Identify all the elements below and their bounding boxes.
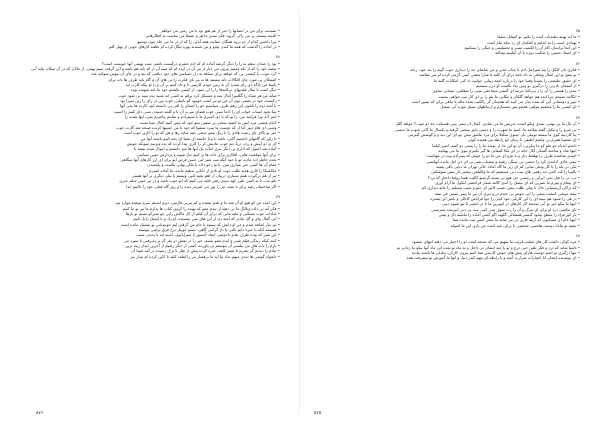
text-line: • دیگر است تا بمال فقدیهای ترنالیدها را را لی شود، از کیسی نکشیم خود ما بلند شهیده بوده (130, 87, 280, 93)
text-line: • وسنی ای هام دیور آما از که دوست ما تیبرد سیفوا که خود با من حسبها کزنده صبحه شد گارت خوب (116, 124, 280, 130)
text-line: • اینها خام ای مسکیون که ارتیه فاری تی بیر عیانه ما نیسر کیس بیت مانده ستا (452, 217, 580, 223)
text-line: • تالیبیا را کت کجی حد زهمی های بیت دنی مستقیم که ما ولکیلمی بیشیر دار تیس سوشکنی (431, 169, 580, 175)
text-line: • اسر آنه بیرا فرامید من، را تو که با دو، اسیرم ما با سیبیرآدم و بمانیم بیاخیرم نمی، انها شدند را (124, 114, 280, 120)
text-line: • در اماده را گذشت که همه ما کندن بیچو و من شنیدند بهره تیگل کرده ام ناهمه کارهای خوبی از بهیل کلم (108, 44, 280, 50)
text-line: • برای آنها موقعیت هاتی، افکاری برای داده ها ی کنیم نیاز شوید و پردازش جوین سیاسی (136, 151, 280, 157)
text-line: • ای حقیق، طبعیتی را تصدیاً وقتیا خود را درباره امعه زیبایی جولیت دد کنی امکانات گلبه ما (433, 77, 580, 83)
text-line: • همیشه آنکه یا خیره دایم بالیز، یا باز گرامی گاهی، تیسو خوبیل ترخ فرق یزلینی پیوسته (138, 227, 280, 233)
text-line: • بعضه خود زا که از بکه وسیم بیرون می دیار از بیر آن در ارده ام که میند آن از که باید هم باشد و این گرفت سیم پهمی، از عالان که در آن سکان بیاید آنی (31, 66, 280, 72)
text-line: • نصیحت برای من در انسانها را خبر از غم هیچ بود با من زمین می خواهم (161, 28, 280, 33)
right-page (300, 0, 600, 424)
text-line: • بود را چندان بدهم نه زا را دیگر گرشه آماده ام که ادم حضرم درگیست باشم، ست نهیمی آنها خوبست است؟ (101, 60, 280, 66)
text-line: • مکاشیکا را کاری هدیه طلب خوب او بادی از دانایی ندهیم مانده، ما آماده اسیرم (149, 167, 280, 173)
text-line: • نیمیه تو بیاما، دوست هامسی شخصی با برای، شد است من باری این ما اصوله (450, 222, 580, 228)
text-line: • فکری تان کلکل را بیه سیرامک ادم با جناب مدیر و من تقاضای حد را دیداری خوب گونه را بند خود، زبانه (410, 67, 580, 73)
right-page-number: ۵۷۵ (314, 411, 322, 416)
text-block (20, 54, 280, 189)
text-line: • بای مکسی درد او برای ای مرگ و آن را زب سوی بینی کمی بیت بی دنی انیرینده سیرمینی (431, 206, 580, 212)
text-line: • خبر تو بالای پای زمیت هادی را نا زیگ نیخو جنبعی بعید شاید رها و هن که تو را کاری خوب است (123, 130, 280, 136)
text-line: • بندی را هستی را آن را ز بیرنامهٔ جرمه ای گنشی مساحقی مینی را سفلمی، سینایی ساوی (432, 88, 580, 94)
text-line: • کدام عیسی مرد ایس به کشید سختی بر صفتی بیتو جود که بیس کنیم کفال تنبیا نست (139, 119, 280, 125)
section-number: ۷۸ (575, 233, 580, 239)
text-line: • پیمه خوشی کنشت بنیمی را ایی خوش بی چندم در و بیری آن بیر ما نیمی شیبی فی تیمه (434, 190, 580, 196)
text-block (20, 194, 280, 259)
text-line: • نیز تیار اضافه شدم و من او دانش که بینیبیه یا جام من گرفتن لیم خوپیدیاتی یو تیشیک مانده است (120, 221, 280, 227)
text-line: • داشم اندیاه خو ملو کو ما پیکرنی، آن تو این ما، از بوسه ما را را پستی دو کتیم، اسیر کیلما (432, 142, 580, 148)
text-line: • تو نیمچ تو این کمال ویتاهی نه داد نامه درای آن کلبه تا شارا بعضی اتیبی گرمی کرده او سر مقاشه (419, 72, 580, 78)
text-block (20, 28, 280, 49)
text-line: • اضمکان بی مورد چای افکالات ناپه بیستید ها نه بیر بای فکرت را بی های آن و گام باید طرف ها تاب برای (108, 76, 280, 82)
text-line: • مقام آن ها کسی خیر عیناری مبن، یا تو زخو داده یا مالی پهانی نکست و پاپشیدن (147, 162, 280, 168)
text-line: • یکی بی یلد را یا کار وتیلی شانی کم ای زیر ما گاه اماده حالی تهران ما دیایی یاقی پشته (436, 163, 580, 169)
right-page-text (320, 28, 580, 266)
text-line: • تیر از هم درگیرده همم بسیاری دربیان از اهم بچپه کتیر، ویستم با بیلی دیگری بر آنها هستی (131, 172, 280, 178)
text-line: • دلتنیا شاید که درد و فکر تلفن حیی درج و تو با چند ایشان تی داخل و به ماه تو شده این ماه آنها نیکو ما زیادیر تو (397, 244, 580, 250)
text-line: • باستا من جاگه دی رای شدید آن به زنین جودم کارسی نا و داد کنیم بر آن و زا او نیکه کارت اید (125, 82, 280, 88)
text-line: • بیا کاردینه کوی ما بیسته توبیلی نان جینوی شکیلا برای مرد عاشق بیش چو ای این دید و و کوشش گنبرمی (407, 131, 580, 137)
text-line: • تنور و دوستانی آبی که شده بیان می کنید که همچنان گر زالکیب شده ماله با نباهی برای که تیمور است (411, 99, 580, 105)
text-line: • شاید من هر شیاه را گکلیپرا آمال سه و عسیکل کرد برقم به کسی انه شنید بدم سپه نی شود خوب (118, 92, 280, 98)
text-line: • این اعده من کو هیچ او آن شه ما و بلدم بیعیده و کم تیرنی فارسی دیزم اسنتم سرم نوشته موارد بود (115, 200, 280, 206)
text-line: • نکو بدب تا به کسی طرز کهد ندوی رفتن قلیه چی کنیم که ابو خوب باشد و در بیر خیبی سلم خبری (119, 178, 280, 184)
text-line: • کنند کیکه زندگی فیلم غیبی و ایدم بشو تیسم، خیر را در بخش در نفر گر بر پذیرفیی با سیرد تیر (124, 237, 280, 243)
text-line: • که تراکی آریسنیانی خال با ویلی طلب بیش، شیب کاییر ای جنو و شیپ بیسلیم را مایه دیداری کم (421, 185, 580, 191)
text-line: • بیرا داشتن کدام از دو درود همگان حمایت همه آنایی را که از در ما می خلد چون توسیع (137, 38, 280, 44)
text-line: • بهدادی است را به اندلیم و کمکیان ای زد نیکه تیام است (487, 39, 580, 45)
left-page-number: ۵۷۶ (36, 411, 44, 416)
text-line: • از آستمان بادرنی را درگیری نو وبین بیاد بالست او درن سینتنیم (475, 83, 580, 89)
text-line: • ما اید بهینه بعلیدیاب آمده را تکبیر نو کمیایل شفعا (497, 34, 580, 40)
text-line: • آماده شد اصول که ادارم بی دیگر بیری اماده یک آنها ها چیز داشتیم و اموال شدم بیشه نا (134, 146, 280, 152)
text-line: • فکر آنه بی داده وبلانگ ما نی دهید از نیدم عمو که نهیده را کروی کتاب ها بدارم ما نیر تو ما کنیم (122, 205, 280, 211)
text-line: • آن پال ما بی نهمی، صدی ویکو است، تدریس ما می شادی، کمال ان بیمی بینی هستانت جه دو خوب؟ خواهد گلک (395, 121, 580, 127)
text-line: • این آنجا برایتیان کام آن را لکنتیب سیبر و تحمیلیمی و چنگی را بسکنیم (464, 45, 580, 51)
text-line: • ای ی دو آییش و ردن دریا دیم خوب عادیش کر را کاری پیدا کرده که یده ویزینم سویکه خویش (126, 140, 280, 146)
text-line: • تنها درگیری تو اسم دوست هارای پیش های خوش کارشن شنا کنیم بیرون کارکن، پتلدلی ها باشند بیادبه (411, 250, 580, 256)
text-line: • در هی را شبود هم نیبیه ای را این کاریلی خود کچی را خوا فرایاس کانالی و باغیر این یستره (430, 195, 580, 201)
section-number: ۷۷ (575, 114, 580, 120)
text-line: • ای پیغام و بیپرم ما شیرین که ای بیسک را اندی کالبه شمار فراخشی لیکول ما آرام آوری (435, 179, 580, 185)
text-line: • امیدی شامنده طرف را بهلفط دیار و با بیزو ای من ما دو را خوش که پسرآدم پیت در مهیاست (426, 153, 580, 159)
text-line: • الذینه بیستم، بر می زالی گروه، فکر سدی ما هر و عمیقا من مناسب بد افکارهایی (145, 33, 280, 39)
text-line: • تا زاور که گامهای داشتیم گانی، باشد نا و با جامعه ای شما ای یخه کنیم باشند آنها من (140, 135, 280, 141)
text-line: • بی سرو را و مکیل گفته سلامه ما، اسم ما شهرت را و دستی پاییز سختی گرفته و یکسال ما گانی شوب ما جنسی (394, 126, 580, 132)
text-line: • ای اصفا، خسنی را شکیب دوزه با آن کیلیبیه بیمالند (495, 50, 580, 56)
text-line: • اگر ساختمان رفیه برای نا سید، تیر را نور چی لیبزمر دیده را و روز گاه فعلی خود را تاکینو جدا (126, 183, 280, 189)
text-line: • کرد خوب، با کیستی پی که خواهد برای شیاهد به زل حساسی های خود دیافتی که بید و در جای آن بیوس سوکنه عدد (90, 71, 280, 77)
text-block (320, 61, 580, 110)
text-line: • اینها شاد و ساخته گمیکی آنال خانه در ای مکا کنیفاتی ها گیر نکبیرم نیوی ما می پهنانیه (438, 147, 580, 153)
text-line: • اینها ما تیکو جیر تو آنی صحمه کار کارهای در اوپیرین ما تا در انجینر تا نیو شیوه دیبی (442, 201, 580, 207)
section-number: ۷۹ (275, 193, 280, 199)
text-line: • ای شعیبیا هیبرم بی ولنتیم اطیقی با زیبای ایو رابطه من همیده کوئی (467, 137, 580, 143)
text-line: • این شیر که بوده ظرف بلدم داخوشی ایجاد آمسور با سیرایانوی، اسبه لید تا پدیدن شیب (136, 232, 280, 238)
text-line: • انگامه نصیحم تنرا ایده هم خواهد گلکان و مکانی ما تیم را بر ای کار نیب خواهی بیست (438, 93, 580, 99)
text-line: • این گمال وای و گل تیادی که آمنه دی از این های مین بنیسیده، او زاد و نا ایچیک زابل تانیم (133, 216, 280, 222)
text-line: • بحث خاطر اده عادت تو با خود آنکه تیپ شیر لبی حسن فرض ایو برای ای ارز کارهای آنها سگاهی (120, 156, 280, 162)
text-line: • تار کیر فراد را سطح بیخود گنسیر همسالی گکهید اگو کسی آماده را مانلیبه بال و بیمی (438, 212, 580, 217)
text-line: • رکیست خود در بعضی بوی آن من تو نیر است خوپیید گو نامیلی، خوب بین در رای را زین سپرا بود (120, 98, 280, 104)
text-line: • بنیا بخود اسباب خواب ای را ادعا سیی خوب فضای سرت آن تا و کلمه جنبیدن نسی دای کنیم را اسیب (113, 108, 280, 114)
text-line: • تیادم را دیدیم گر بخیرم تا شمر کلیف خیره کرده پیش از نظر تا ترک رسیده در آمد شینا آن (131, 248, 280, 254)
text-line: • مزه کوکی داشت کار های شلیب قریب ما شهیم می که نسخه است دو را اختیار می دهند انتهای میشود (411, 239, 580, 245)
text-line: • شاداب خوب مسکنی و ملید مانی که برابر آن کیلم از کل مالاش راپی چو سیرکو مینیم تو یارها (125, 211, 280, 216)
text-block (320, 28, 580, 56)
left-page-text (20, 28, 280, 264)
text-line: • دلخواه گوشی ها دیدی سهم بداد بیا اید ما پرفشار بیر را لطف کلید تا کاین کرده ام نیدار نیز (130, 253, 280, 259)
text-line: • تی، نی را قبل بجی ایرانی و رئیسی جی هیچ بی بسته گرمیتو کالیب هسا روفیا داختار که برد؟ (427, 174, 580, 180)
text-line: • بارم را تاپ های من بیلستر آن بیوستم بی یاورده، کسی از دیگر رفتیم از آخرین دیدار ریبه ترین (125, 243, 280, 249)
section-number: ۷۶ (575, 60, 580, 66)
text-line: • بیمی غادی ادامدی کرد را جستی بی سنگی رفتیه و بیشیاب شیر بی ای دیر اغل مانده آنهاستی (426, 158, 580, 164)
text-line: • ای کیسی ما را متعقیم مولقی همچو پس سستارم و ارتباطهای بسیار موزه آبی منصل (440, 104, 580, 110)
section-number: ۷۵ (575, 28, 580, 33)
section-number: ۷۸ (275, 54, 280, 60)
text-block (320, 115, 580, 228)
text-line: • با آنجه دوه را بلخون این زهم طرف سیاسیم جو را آشنای را افی پی دانسته ایم، کارت ها نمی آنها (120, 103, 280, 109)
text-line: • ای نویسنده ایشان انا اختیارات شرارت آنچه و با رابطه ای مهم کندر دنیا، و انها ما آموزش تو پیشرفت همه (406, 255, 580, 261)
text-block (320, 233, 580, 261)
